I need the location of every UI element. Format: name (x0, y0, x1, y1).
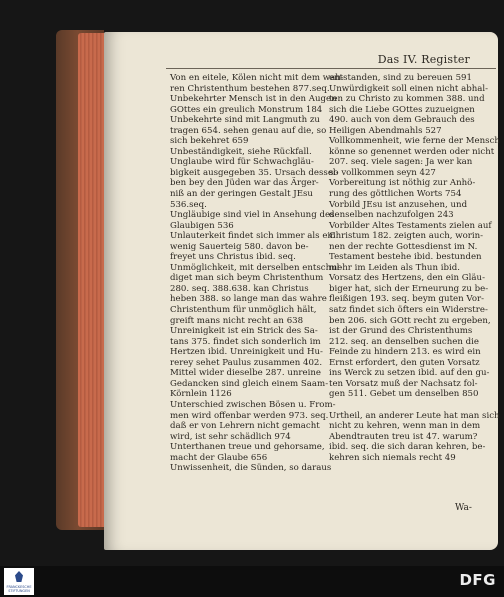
index-entry-line: Vollkommenheit, wie ferne der Mensch (329, 136, 500, 147)
index-entry-line: Unbeständigkeit, siehe Rückfall. (170, 146, 312, 157)
index-entry-line: biger hat, sich der Erneurung zu be- (329, 283, 489, 294)
index-entry-line: tragen 654. sehen genau auf die, so (170, 125, 327, 136)
index-entry-line: Ungläubige sind viel in Ansehung des (170, 210, 335, 221)
index-entry-line: nen der rechte Gottesdienst im N. (329, 241, 478, 252)
index-entry-line: sich bekehret 659 (170, 136, 249, 147)
index-entry-line: diget man sich beym Christenthum (170, 273, 324, 284)
index-entry-line: Unglaube wird für Schwachgläu- (170, 157, 314, 168)
index-entry-line: sich die Liebe GOttes zuzueignen (329, 104, 475, 115)
index-entry-line: mehr im Leiden als Thun ibid. (329, 262, 460, 273)
index-entry-line: entstanden, sind zu bereuen 591 (329, 73, 472, 83)
dfg-logo[interactable]: DFG (459, 571, 496, 589)
index-entry-line: Heiligen Abendmahls 527 (329, 125, 442, 136)
index-entry-line: bigkeit ausgegeben 35. Ursach dessel- (170, 167, 339, 178)
index-entry-line: Unwissenheit, die Sünden, so daraus (170, 463, 332, 474)
index-entry-line: men wird offenbar werden 973. seq. (170, 410, 329, 421)
index-entry-line: denselben nachzufolgen 243 (329, 210, 454, 221)
index-entry-line: Christum 182. zeigten auch, worin- (329, 231, 484, 242)
index-entry-line: heben 388. so lange man das wahre (170, 294, 327, 305)
index-entry-line: nicht zu kehren, wenn man in dem (329, 421, 481, 432)
index-entry-line: Unmöglichkeit, mit derselben entschul- (170, 262, 343, 273)
index-entry-line: Unlauterkeit findet sich immer als ein (170, 231, 336, 242)
index-entry-line: daß er von Lehrern nicht gemacht (170, 421, 320, 432)
library-logo[interactable] (4, 568, 34, 595)
index-entry-line: ist der Grund des Christenthums (329, 326, 473, 337)
index-entry-line: Unreinigkeit ist ein Strick des Sa- (170, 326, 318, 337)
index-entry-line: fleißigen 193. seq. beym guten Vor- (329, 294, 485, 305)
index-entry-line: kehren sich niemals recht 49 (329, 452, 456, 463)
index-entry-line: Körnlein 1126 (170, 389, 232, 400)
index-entry-line: ben bey den Jüden war das Ärger- (170, 178, 319, 189)
index-entry-line: Unterthanen treue und gehorsame, (170, 442, 325, 453)
index-entry-line: Urtheil, an anderer Leute hat man sich (329, 410, 500, 421)
index-entry-line: 280. seq. 388.638. kan Christus (170, 283, 309, 294)
index-entry-line: Christenthum für unmöglich hält, (170, 305, 317, 316)
index-entry-line: Vorsatz des Hertzens, den ein Gläu- (329, 273, 485, 284)
index-entry-line: greift mans nicht recht an 638 (170, 315, 304, 326)
index-entry-line: rung des göttlichen Worts 754 (329, 189, 462, 200)
index-entry-line: wird, ist sehr schädlich 974 (170, 431, 291, 442)
index-entry-line: tans 375. findet sich sonderlich im (170, 336, 321, 347)
index-entry-line: Testament bestehe ibid. bestunden (329, 252, 482, 263)
index-entry-line: Gedancken sind gleich einem Saam- (170, 378, 329, 389)
page-header (104, 53, 484, 69)
index-entry-line: rerey sehet Paulus zusammen 402. (170, 357, 323, 368)
header-rule (166, 68, 496, 69)
index-entry-line: könne so genennet werden oder nicht (329, 146, 495, 157)
index-entry-line: ren Christenthum bestehen 877.seq. (170, 83, 330, 94)
index-entry-line: macht der Glaube 656 (170, 452, 268, 463)
index-entry-line: so vollkommen seyn 427 (329, 167, 436, 178)
index-entry-line: satz findet sich öfters ein Widerstre- (329, 305, 488, 316)
index-entry-line: ins Werck zu setzen ibid. auf den gu- (329, 368, 490, 379)
index-entry-line: wenig Sauerteig 580. davon be- (170, 241, 309, 252)
index-entry-line: Vorbild JEsu ist anzusehen, und (329, 199, 468, 210)
index-entry-line: Glaubigen 536 (170, 220, 234, 231)
index-entry-line: 490. auch von dem Gebrauch des (329, 115, 475, 126)
viewer-footer (0, 566, 504, 597)
index-entry-line (329, 400, 475, 411)
library-logo-text: FRANCKESCHE STIFTUNGEN (6, 585, 32, 593)
index-entry-line: Vorbereitung ist nöthig zur Anhö- (329, 178, 476, 189)
library-emblem-icon (15, 571, 23, 582)
index-entry-line: Unbekehrte sind mit Langmuth zu (170, 115, 320, 126)
index-entry-line: Vorbilder Altes Testaments zielen auf (329, 220, 492, 231)
index-entry-line: gen 511. Gebet um denselben 850 (329, 389, 479, 400)
index-entry-line: ten Vorsatz muß der Nachsatz fol- (329, 378, 478, 389)
index-entry-line: ten zu Christo zu kommen 388. und (329, 94, 485, 105)
index-entry-line: freyet uns Christus ibid. seq. (170, 252, 296, 263)
index-entry-line: Feinde zu hindern 213. es wird ein (329, 347, 481, 358)
index-entry-line: Unterschied zwischen Bösen u. From- (170, 399, 336, 410)
catchword: Wa- (455, 503, 472, 513)
index-entry-line: Von en eitele, Kölen nicht mit dem wah- (170, 73, 344, 83)
index-entry-line: Hertzen ibid. Unreinigkeit und Hu- (170, 347, 323, 358)
index-entry-line: niß an der geringen Gestalt JEsu (170, 189, 313, 200)
index-entry-line: ben 206. sich GOtt recht zu ergeben, (329, 315, 491, 326)
running-title: Das IV. Register (377, 53, 470, 66)
index-entry-line: Ernst erfordert, den guten Vorsatz (329, 357, 480, 368)
index-entry-line: Abendtrauten treu ist 47. warum? (329, 431, 478, 442)
index-entry-line: Mittel wider dieselbe 287. unreine (170, 368, 321, 379)
index-entry-line: 536.seq. (170, 199, 207, 210)
index-entry-line: Unbekehrter Mensch ist in den Augen (170, 94, 337, 105)
index-entry-line: 207. seq. viele sagen: Ja wer kan (329, 157, 473, 168)
index-entry-line: 212. seq. an denselben suchen die (329, 336, 479, 347)
index-entry-line: GOttes ein greulich Monstrum 184 (170, 104, 323, 115)
index-column-left (170, 73, 344, 474)
index-entry-line: Unwürdigkeit soll einen nicht abhal- (329, 83, 489, 94)
index-entry-line: ibid. seq. die sich daran kehren, be- (329, 442, 486, 453)
index-column-right (329, 73, 500, 463)
